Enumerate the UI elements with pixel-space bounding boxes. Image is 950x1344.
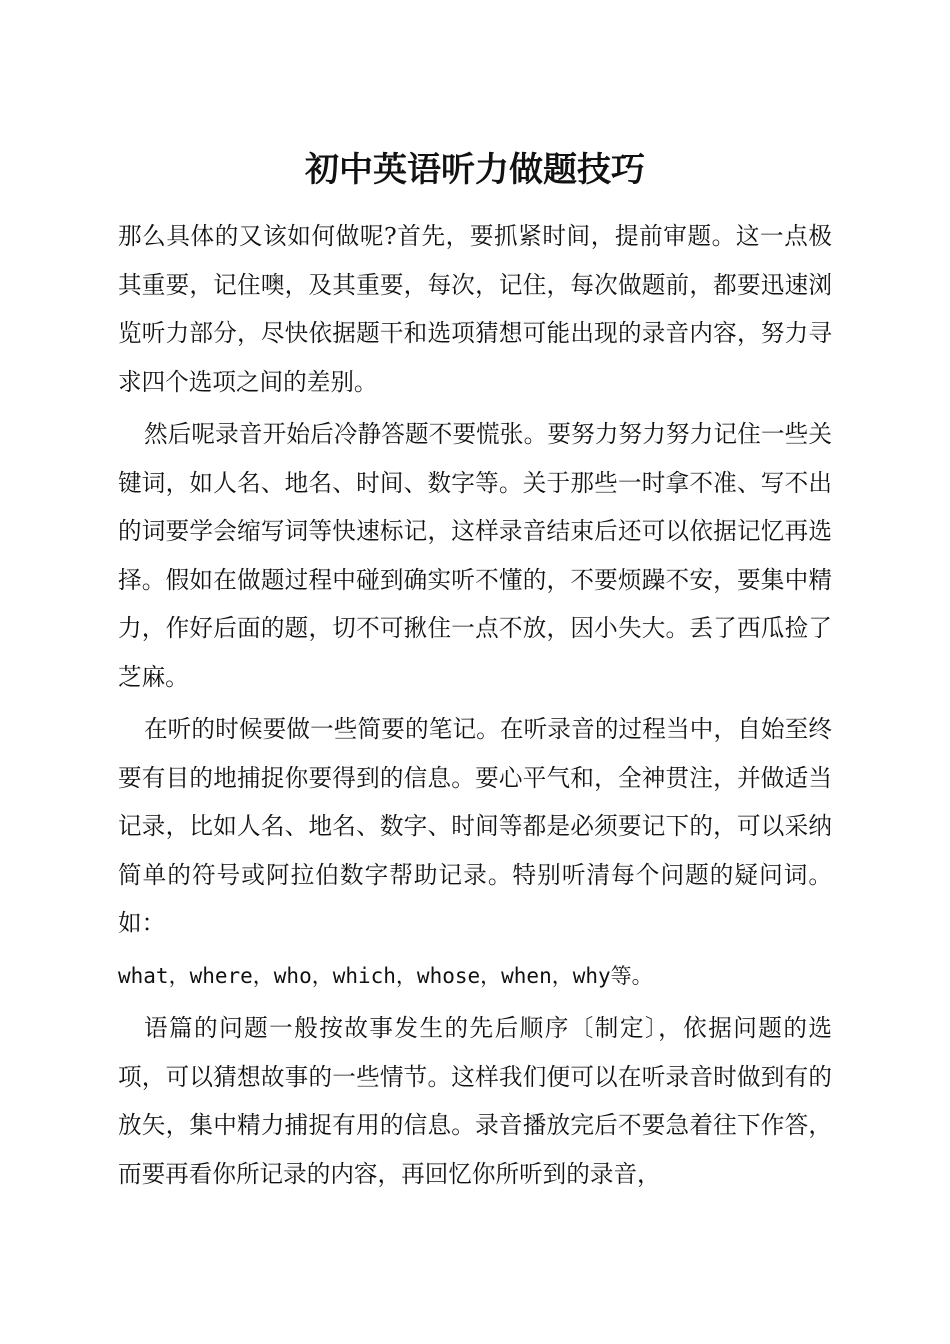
paragraph-3: 在听的时候要做一些简要的笔记。在听录音的过程当中，自始至终要有目的地捕捉你要得到的信息。要心平气和，全神贯注，并做适当记录，比如人名、地名、数字、时间等都是必须要记下的，可以采纳简单的符号或阿拉伯数字帮助记录。特别听清每个问题的疑问词。如： [118, 715, 832, 937]
paragraph-5: 语篇的问题一般按故事发生的先后顺序〔制定〕，依据问题的选项，可以猜想故事的一些情节。这样我们便可以在听录音时做到有的放矢，集中精力捕捉有用的信息。录音播放完后不要急着往下作答，而要再看你所记录的内容，再回忆你所听到的录音， [118, 1014, 832, 1188]
paragraph-1: 那么具体的又该如何做呢?首先，要抓紧时间，提前审题。这一点极其重要，记住噢，及其重要，每次，记住，每次做题前，都要迅速浏览听力部分，尽快依据题干和选项猜想可能出现的录音内容，努力寻求四个选项之间的差别。 [118, 222, 832, 396]
question-words-line: what，where，who，which，whose，when，why等。 [118, 963, 653, 988]
document-title: 初中英语听力做题技巧 [305, 150, 645, 190]
paragraph-2: 然后呢录音开始后冷静答题不要慌张。要努力努力努力记住一些关键词，如人名、地名、时间、数字等。关于那些一时拿不准、写不出的词要学会缩写词等快速标记，这样录音结束后还可以依据记忆再选择。假如在做题过程中碰到确实听不懂的，不要烦躁不安，要集中精力，作好后面的题，切不可揪住一点不放，因小失大。丢了西瓜捡了芝麻。 [118, 420, 832, 691]
